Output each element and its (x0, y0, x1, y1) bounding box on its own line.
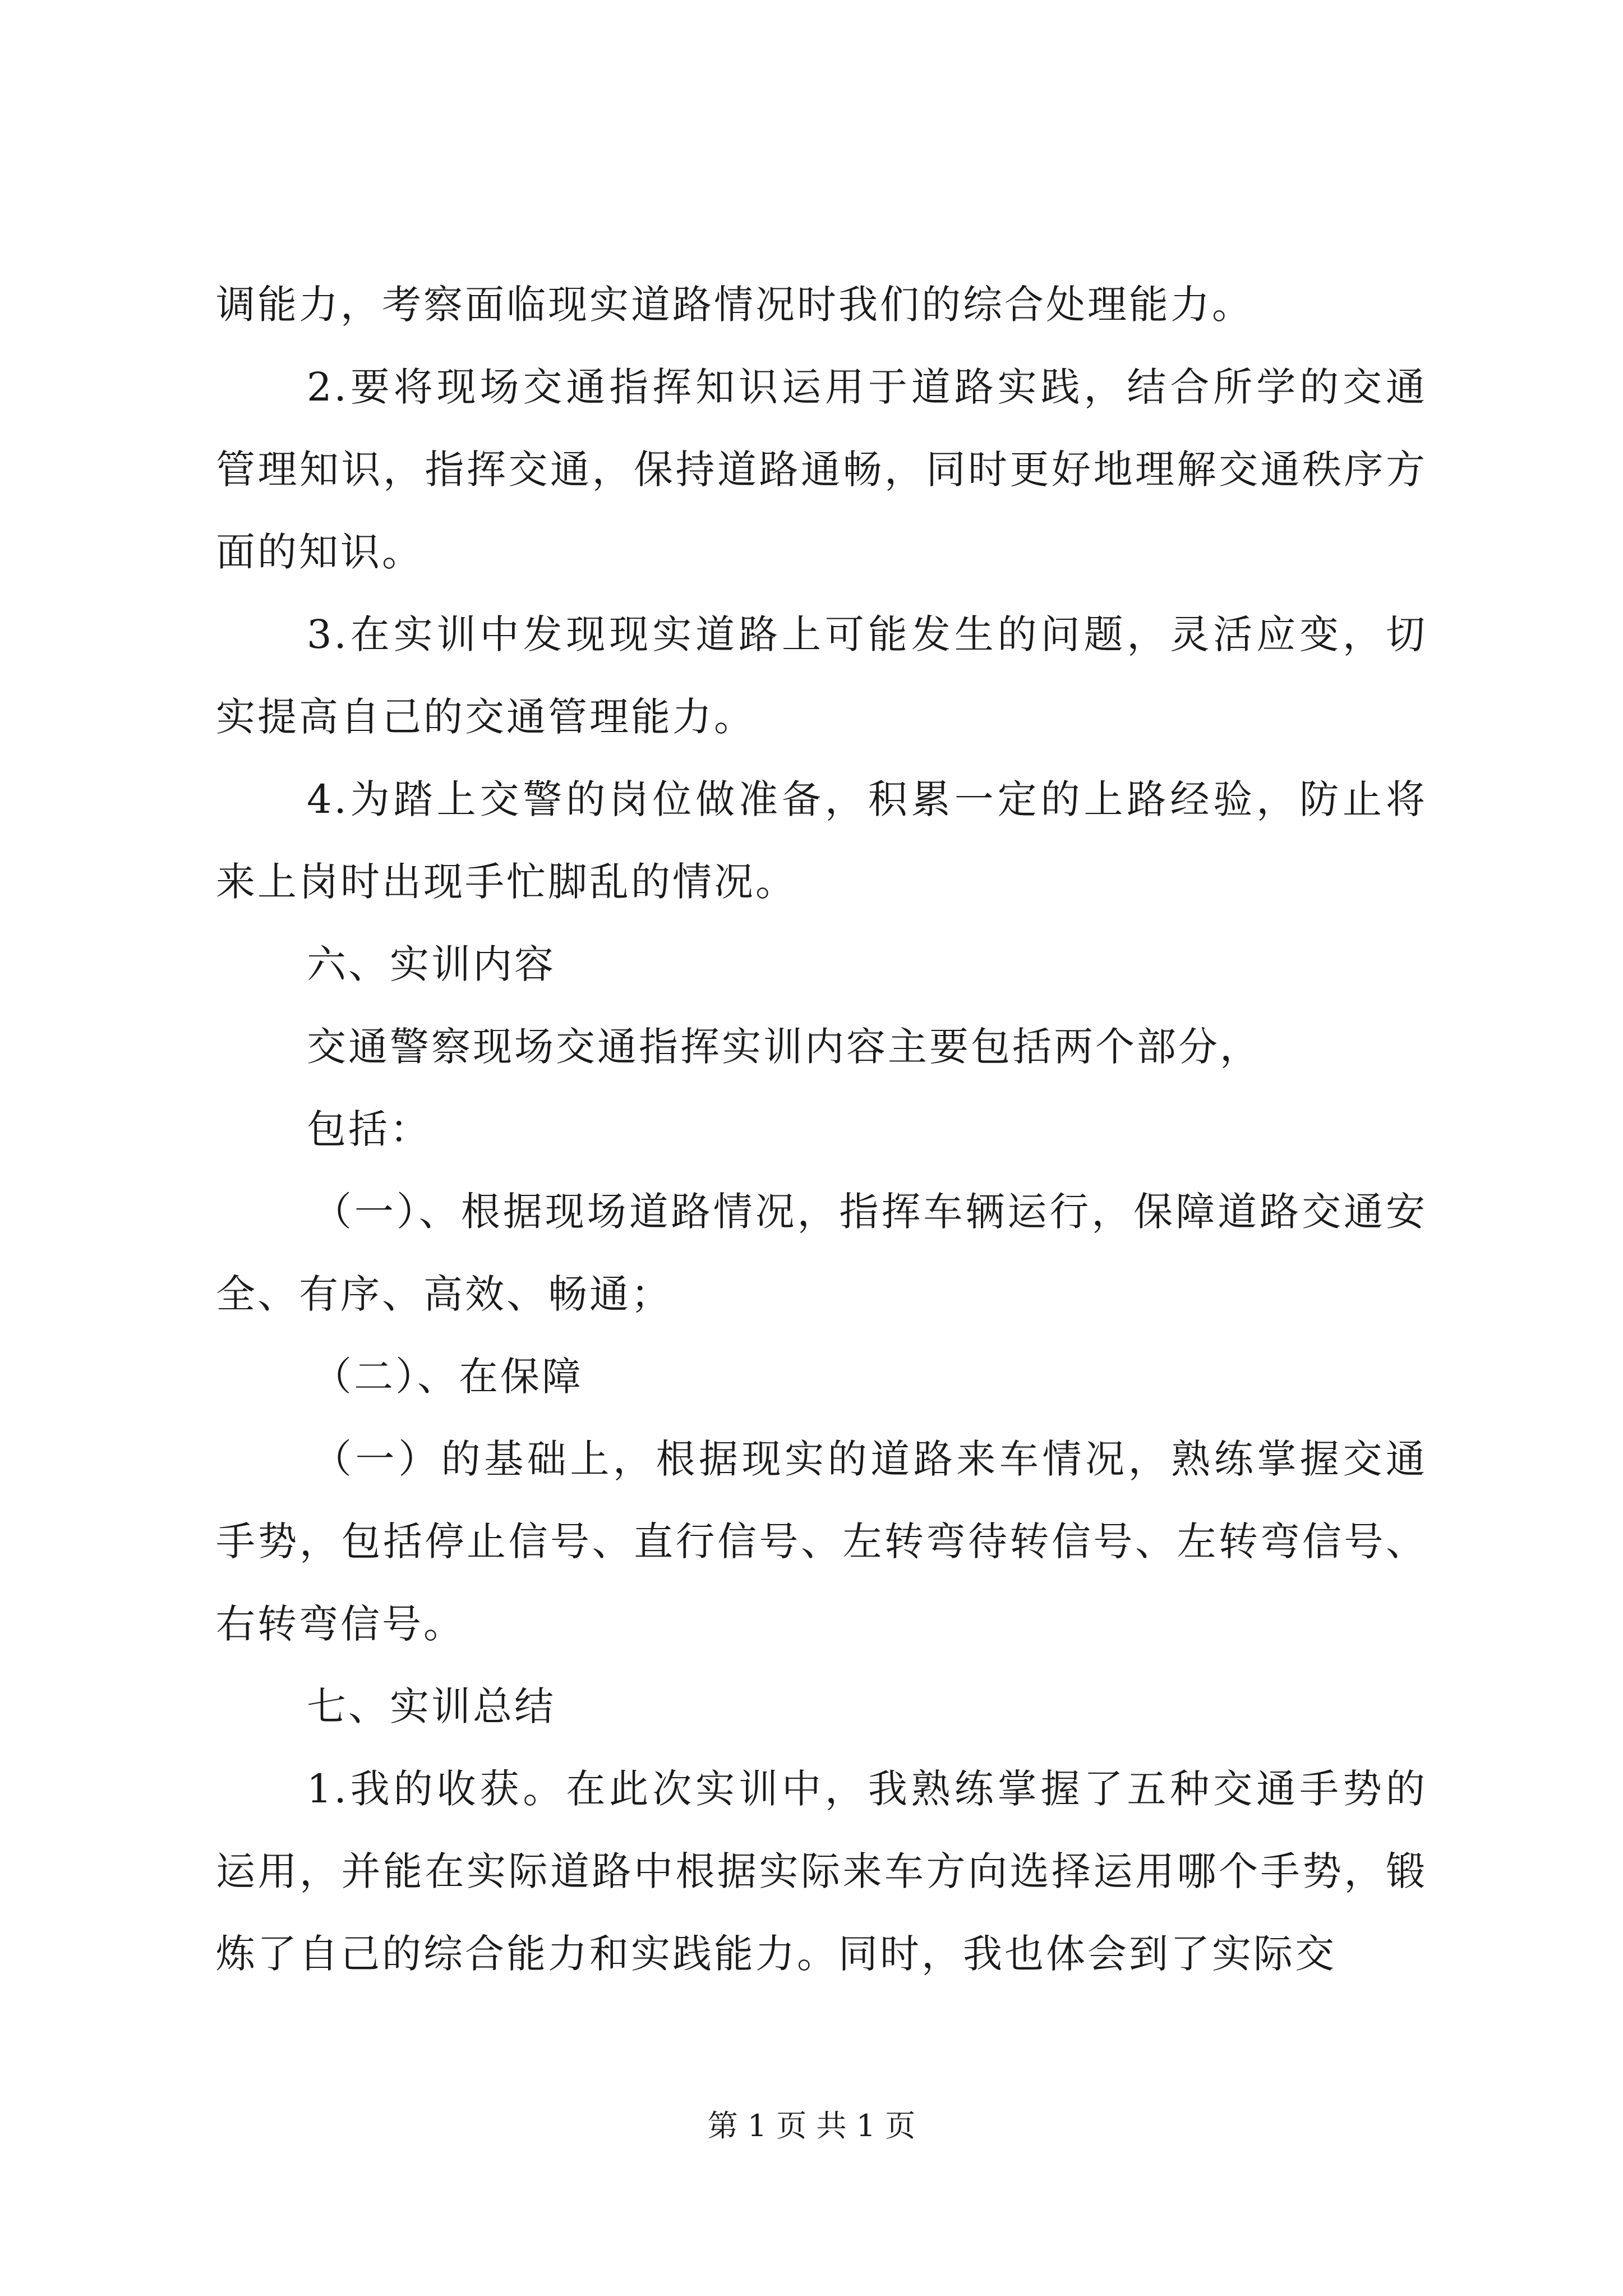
paragraph-content-intro: 交通警察现场交通指挥实训内容主要包括两个部分， (307, 1024, 1261, 1070)
paragraph-summary-1: 1.我的收获。在此次实训中，我熟练掌握了五种交通手势的运用，并能在实际道路中根据实际来车方向选择运用哪个手势，锻炼了自己的综合能力和实践能力。同时，我也体会到了实际交 (216, 1766, 1427, 1977)
paragraph-part-one: （一）、根据现场道路情况，指挥车辆运行，保障道路交通安全、有序、高效、畅通； (216, 1189, 1427, 1317)
paragraph-include: 包括： (307, 1106, 431, 1152)
section-heading-training-summary: 七、实训总结 (307, 1683, 556, 1729)
paragraph-part-two-detail: （一）的基础上，根据现实的道路来车情况，熟练掌握交通手势，包括停止信号、直行信号、左转弯待转信号、左转弯信号、右转弯信号。 (216, 1436, 1427, 1647)
paragraph-item-2: 2.要将现场交通指挥知识运用于道路实践，结合所学的交通管理知识，指挥交通，保持道路通畅，同时更好地理解交通秩序方面的知识。 (216, 364, 1427, 575)
section-heading-training-content: 六、实训内容 (307, 941, 556, 987)
paragraph-item-4: 4.为踏上交警的岗位做准备，积累一定的上路经验，防止将来上岗时出现手忙脚乱的情况。 (216, 776, 1427, 905)
page-footer: 第 1 页 共 1 页 (707, 2108, 916, 2143)
paragraph-continuation: 调能力，考察面临现实道路情况时我们的综合处理能力。 (216, 282, 1253, 328)
paragraph-item-3: 3.在实训中发现现实道路上可能发生的问题，灵活应变，切实提高自己的交通管理能力。 (216, 611, 1427, 740)
paragraph-part-two: （二）、在保障 (312, 1354, 583, 1400)
document-body (216, 264, 1427, 1995)
